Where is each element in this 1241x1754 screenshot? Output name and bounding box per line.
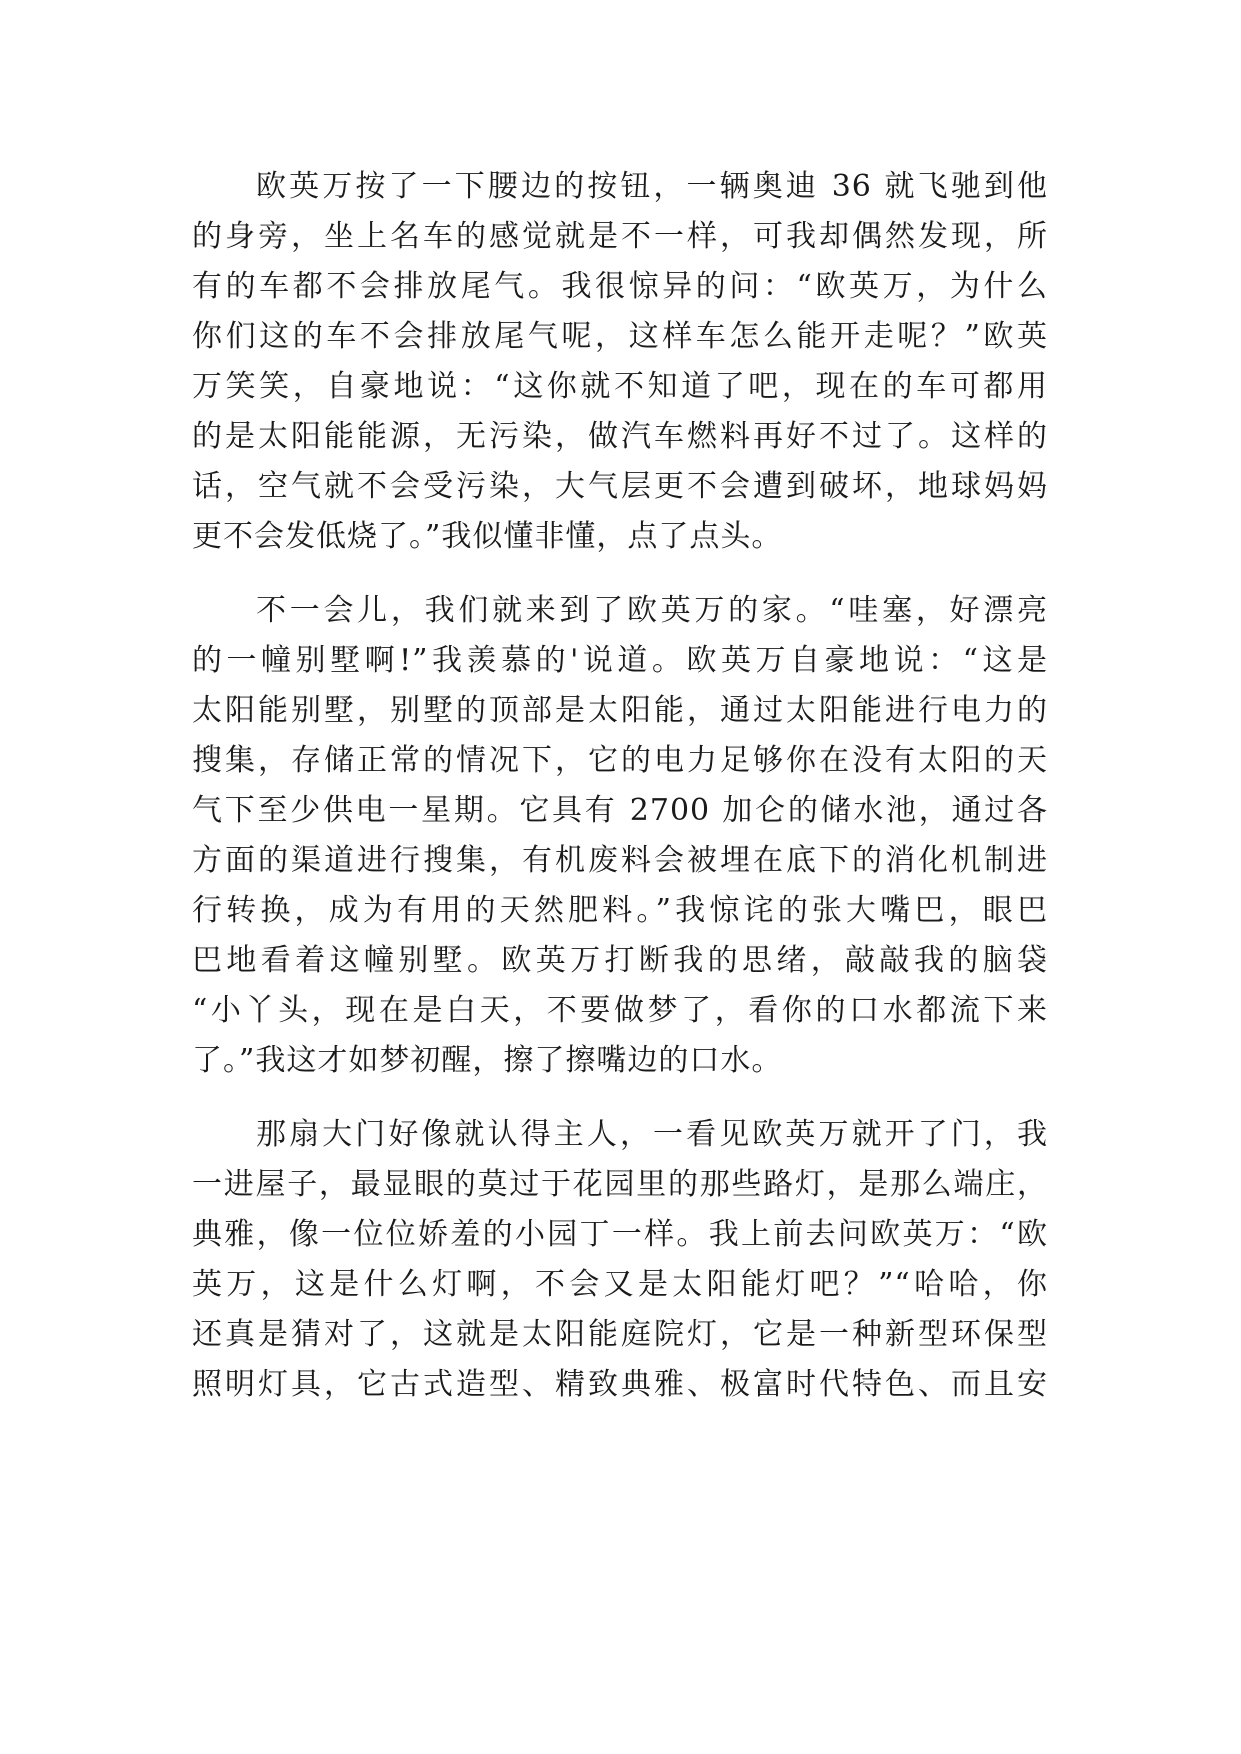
- text-line: 气下至少供电一星期。它具有 2700 加仑的储水池，通过各: [192, 793, 1048, 828]
- paragraph-spacer: [192, 1086, 1048, 1110]
- text-line: 有的车都不会排放尾气。我很惊异的问：“欧英万，为什么: [192, 269, 1048, 304]
- text-line: 典雅，像一位位娇羞的小园丁一样。我上前去问欧英万：“欧: [192, 1217, 1048, 1252]
- document-body: [192, 162, 1048, 1410]
- text-line: 话，空气就不会受污染，大气层更不会遭到破坏，地球妈妈: [192, 469, 1048, 504]
- text-line: 了。”我这才如梦初醒，擦了擦嘴边的口水。: [192, 1043, 783, 1078]
- text-line: 照明灯具，它古式造型、精致典雅、极富时代特色、而且安: [192, 1367, 1048, 1402]
- text-line: 方面的渠道进行搜集，有机废料会被埋在底下的消化机制进: [192, 843, 1048, 878]
- text-line: 英万，这是什么灯啊，不会又是太阳能灯吧？”“哈哈，你: [192, 1267, 1048, 1302]
- text-line: 不一会儿，我们就来到了欧英万的家。“哇塞，好漂亮: [256, 593, 1048, 628]
- paragraph-3: [192, 1110, 1048, 1410]
- text-line: 的是太阳能能源，无污染，做汽车燃料再好不过了。这样的: [192, 419, 1048, 454]
- text-line: 一进屋子，最显眼的莫过于花园里的那些路灯，是那么端庄，: [192, 1167, 1048, 1202]
- text-line: 巴地看着这幢别墅。欧英万打断我的思绪，敲敲我的脑袋: [192, 943, 1048, 978]
- text-line: 欧英万按了一下腰边的按钮，一辆奥迪 36 就飞驰到他: [256, 169, 1048, 204]
- text-line: 行转换，成为有用的天然肥料。”我惊诧的张大嘴巴，眼巴: [192, 893, 1048, 928]
- text-line: 更不会发低烧了。”我似懂非懂，点了点头。: [192, 519, 783, 554]
- paragraph-1: [192, 162, 1048, 562]
- text-line: 的身旁，坐上名车的感觉就是不一样，可我却偶然发现，所: [192, 219, 1048, 254]
- text-line: 那扇大门好像就认得主人，一看见欧英万就开了门，我: [256, 1117, 1048, 1152]
- text-line: 万笑笑，自豪地说：“这你就不知道了吧，现在的车可都用: [192, 369, 1048, 404]
- text-line: 还真是猜对了，这就是太阳能庭院灯，它是一种新型环保型: [192, 1317, 1048, 1352]
- paragraph-2: [192, 586, 1048, 1086]
- text-line: “小丫头，现在是白天，不要做梦了，看你的口水都流下来: [192, 993, 1048, 1028]
- text-line: 的一幢别墅啊!”我羡慕的'说道。欧英万自豪地说：“这是: [192, 643, 1048, 678]
- paragraph-spacer: [192, 562, 1048, 586]
- text-line: 太阳能别墅，别墅的顶部是太阳能，通过太阳能进行电力的: [192, 693, 1048, 728]
- text-line: 搜集，存储正常的情况下，它的电力足够你在没有太阳的天: [192, 743, 1048, 778]
- text-line: 你们这的车不会排放尾气呢，这样车怎么能开走呢？”欧英: [192, 319, 1048, 354]
